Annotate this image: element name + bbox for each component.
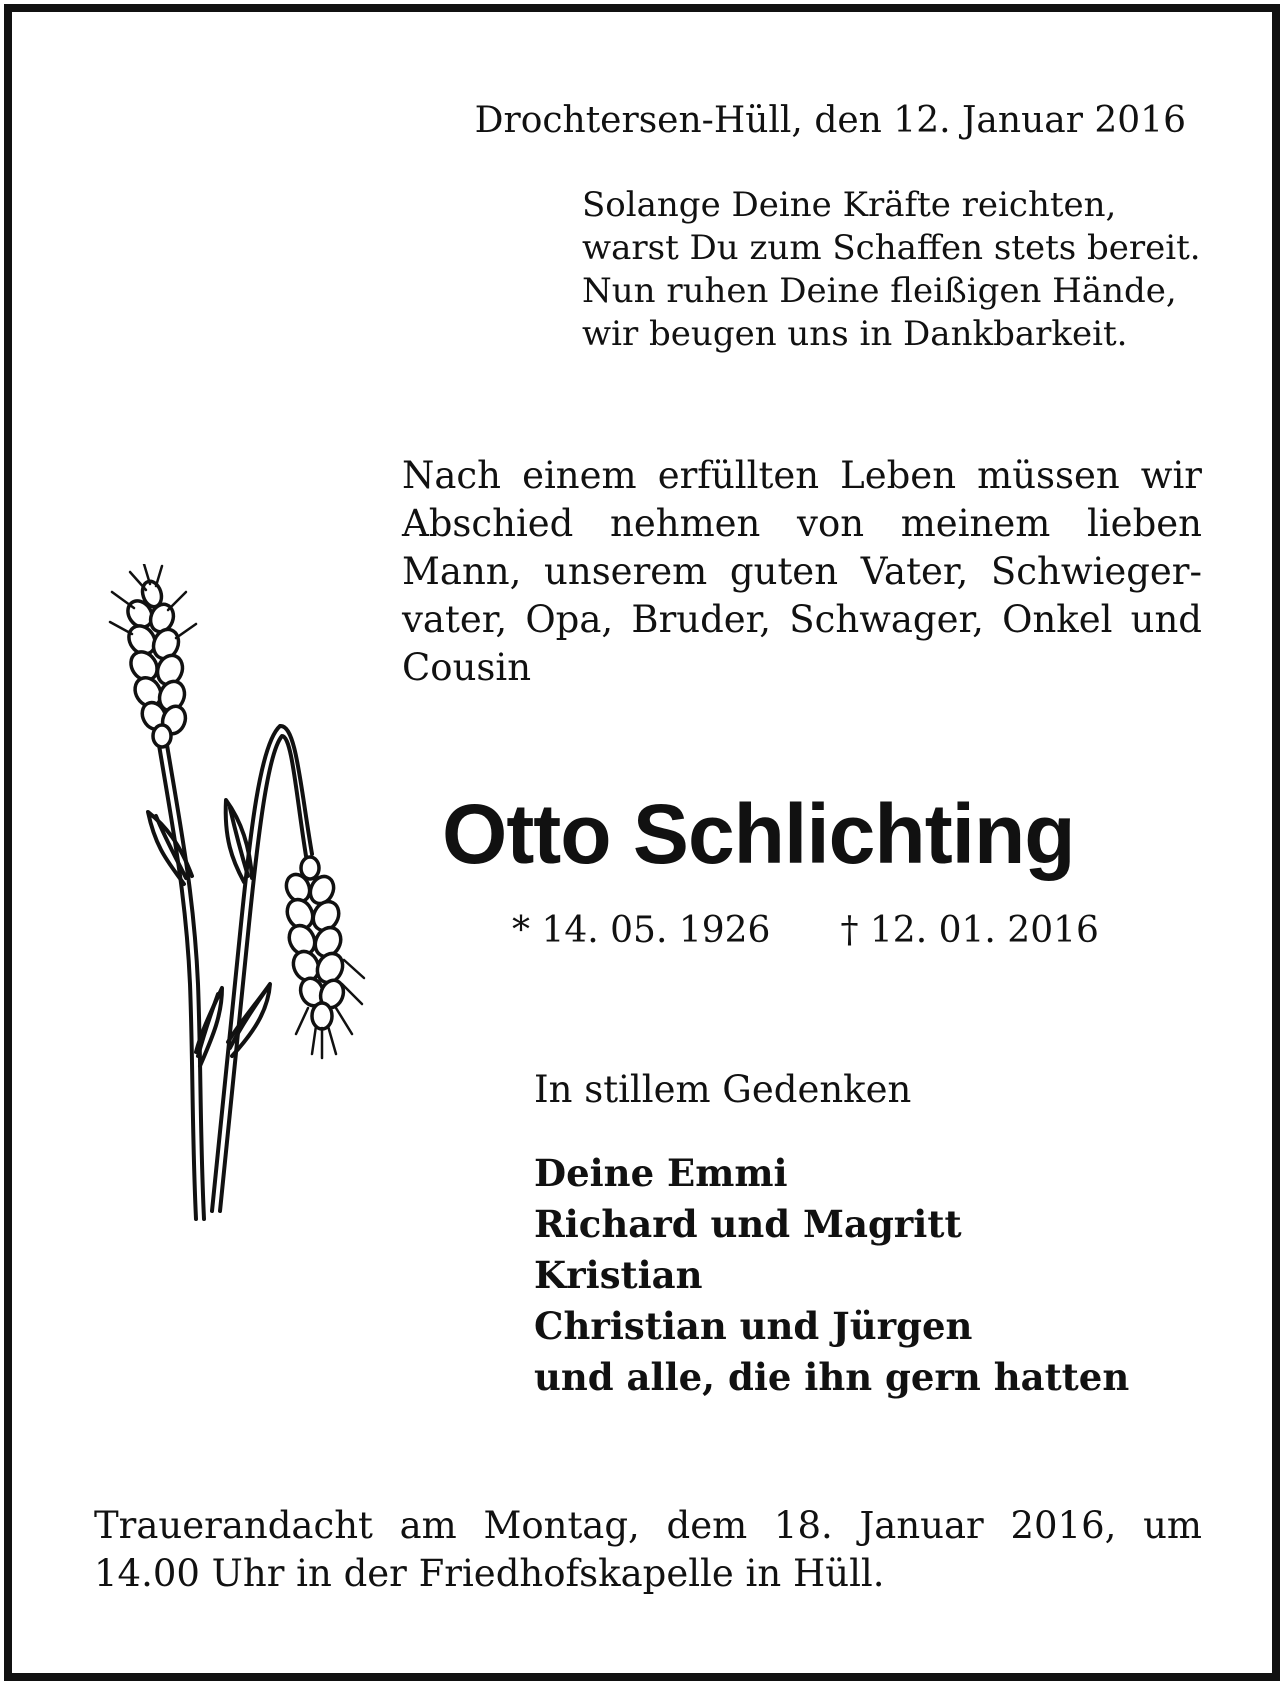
poem-line: Nun ruhen Deine fleißigen Hände, (582, 271, 1177, 311)
wheat-ears-icon (100, 564, 380, 1234)
poem-line: Solange Deine Kräfte reichten, (582, 185, 1117, 225)
intro-text (402, 452, 1202, 692)
intro-line: Nach einem erfüllten Leben müssen wir (402, 454, 1202, 497)
poem (582, 184, 1201, 356)
poem-line: wir beugen uns in Dankbarkeit. (582, 314, 1128, 354)
death-date: † 12. 01. 2016 (840, 910, 1099, 951)
memory-line: In stillem Gedenken (534, 1068, 912, 1111)
mourner-entry: Christian und Jürgen (534, 1304, 973, 1348)
intro-line: vater, Opa, Bruder, Schwager, Onkel und (402, 598, 1202, 641)
mourner-entry: und alle, die ihn gern hatten (534, 1355, 1130, 1399)
mourner-entry: Deine Emmi (534, 1151, 788, 1195)
place-date: Drochtersen-Hüll, den 12. Januar 2016 (474, 100, 1186, 141)
mourners-list (534, 1148, 1129, 1403)
mourner-entry: Richard und Magritt (534, 1202, 962, 1246)
intro-line: Abschied nehmen von meinem lieben (402, 502, 1202, 545)
life-dates (512, 908, 1099, 954)
obituary-notice (4, 4, 1280, 1681)
birth-date: * 14. 05. 1926 (512, 910, 771, 951)
service-line: 14.00 Uhr in der Friedhofskapelle in Hüll. (94, 1552, 885, 1595)
service-line: Trauerandacht am Montag, dem 18. Januar 2016, um (94, 1504, 1202, 1547)
deceased-name: Otto Schlichting (442, 787, 1075, 881)
service-info (94, 1502, 1202, 1598)
intro-line: Mann, unserem guten Vater, Schwieger- (402, 550, 1202, 593)
poem-line: warst Du zum Schaffen stets bereit. (582, 228, 1201, 268)
intro-line: Cousin (402, 646, 532, 689)
mourner-entry: Kristian (534, 1253, 703, 1297)
